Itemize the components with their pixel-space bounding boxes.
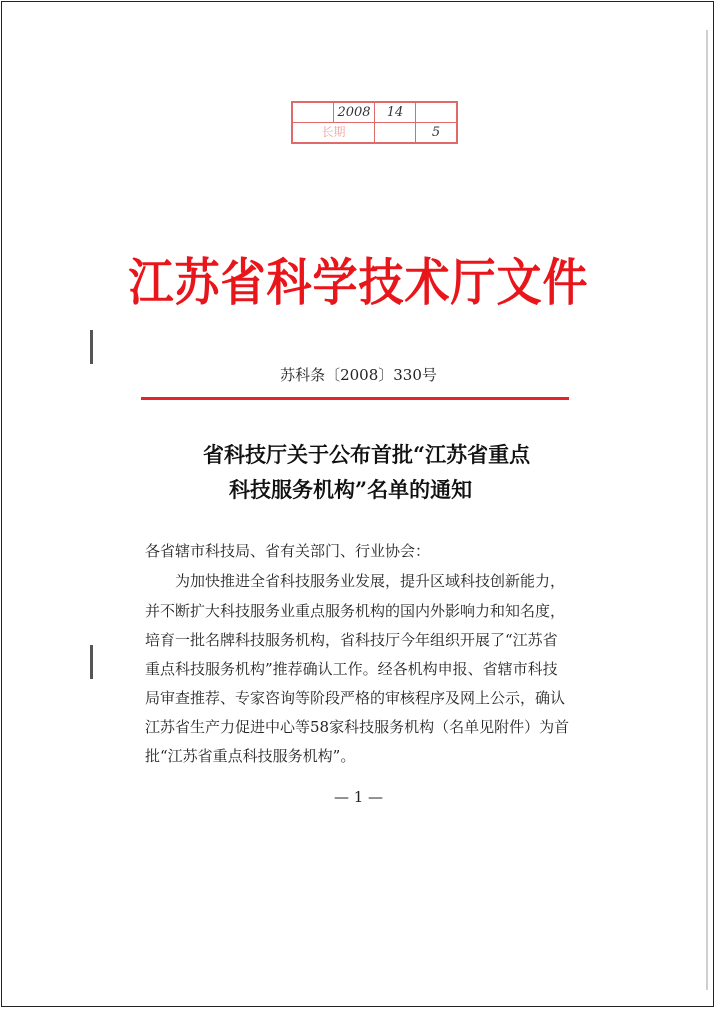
stamp-cell-number: 14 <box>375 102 416 123</box>
body-line: 为加快推进全省科技服务业发展，提升区域科技创新能力， <box>145 572 566 590</box>
binding-hole-mark <box>90 645 93 679</box>
stamp-cell <box>416 102 458 123</box>
stamp-cell <box>292 102 334 123</box>
body-line: 局审查推荐、专家咨询等阶段严格的审核程序及网上公示，确认 <box>145 689 566 707</box>
stamp-cell-retention: 长期 <box>292 123 375 144</box>
scan-edge-shadow <box>706 30 708 990</box>
notice-title-line-1: 省科技厅关于公布首批“江苏省重点 <box>203 442 531 467</box>
stamp-cell <box>375 123 416 144</box>
document-number: 苏科条〔2008〕330号 <box>280 366 437 384</box>
document-masthead: 江苏省科学技术厅文件 <box>128 253 589 313</box>
stamp-cell-count: 5 <box>416 123 458 144</box>
page-number: — 1 — <box>333 788 384 806</box>
binding-hole-mark <box>90 330 93 364</box>
body-line: 并不断扩大科技服务业重点服务机构的国内外影响力和知名度， <box>145 602 566 620</box>
body-line: 培育一批名牌科技服务机构，省科技厅今年组织开展了“江苏省 <box>145 631 558 649</box>
body-line: 江苏省生产力促进中心等58家科技服务机构（名单见附件）为首 <box>145 718 570 736</box>
notice-title-line-2: 科技服务机构”名单的通知 <box>229 477 473 502</box>
stamp-cell-year: 2008 <box>334 102 375 123</box>
body-line: 重点科技服务机构”推荐确认工作。经各机构申报、省辖市科技 <box>145 660 558 678</box>
red-divider-line <box>141 397 569 400</box>
body-line: 批“江苏省重点科技服务机构”。 <box>145 747 356 765</box>
salutation: 各省辖市科技局、省有关部门、行业协会： <box>145 542 431 560</box>
registration-stamp <box>291 101 458 144</box>
page-border <box>1 1 714 1007</box>
